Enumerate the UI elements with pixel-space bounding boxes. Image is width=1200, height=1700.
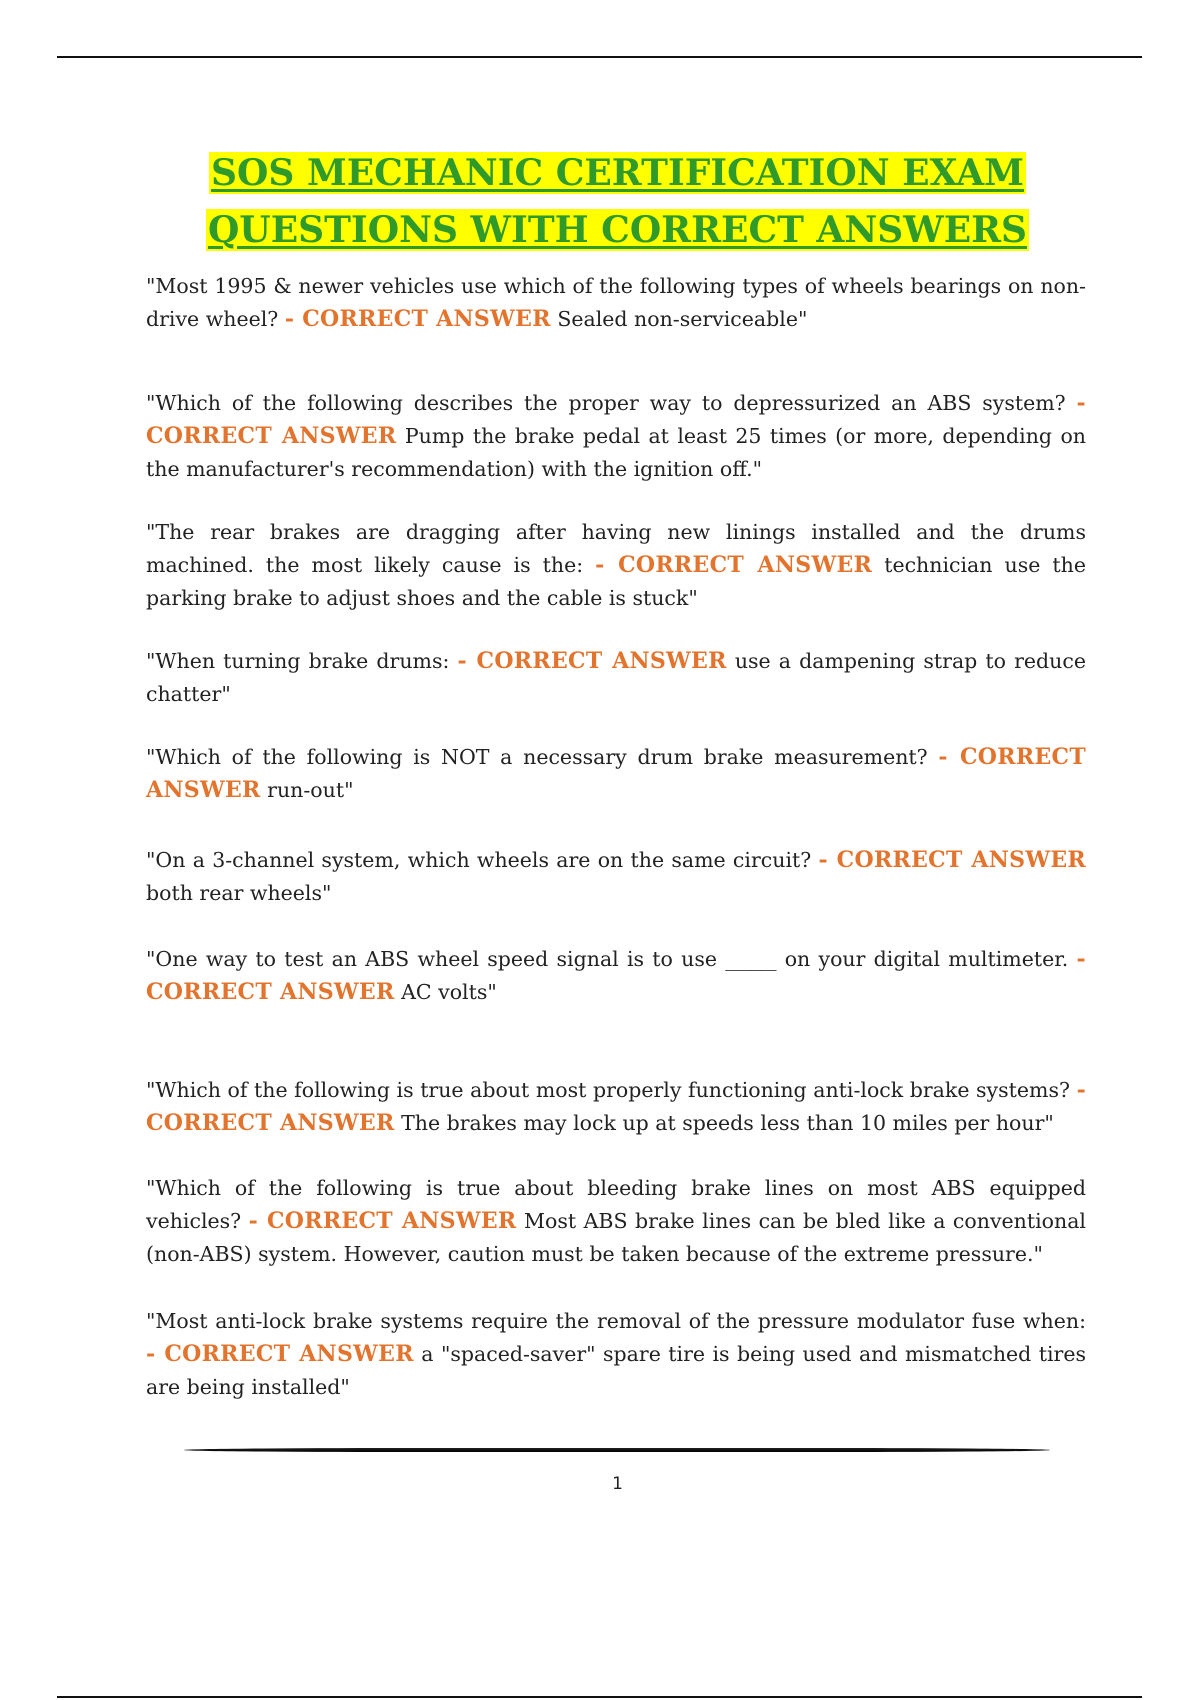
qa-item-10	[146, 1305, 1086, 1404]
qa-item-7	[146, 943, 1086, 1009]
qa-item-9	[146, 1172, 1086, 1271]
answer-text: run-out"	[267, 778, 354, 802]
correct-answer-marker: - CORRECT ANSWER	[284, 306, 551, 332]
top-divider	[57, 56, 1142, 58]
qa-item-5	[146, 741, 1086, 807]
answer-text: Sealed non-serviceable"	[557, 307, 808, 331]
correct-answer-marker: - CORRECT ANSWER	[146, 1077, 1086, 1136]
bottom-divider	[57, 1696, 1142, 1698]
qa-item-6	[146, 844, 1086, 910]
correct-answer-marker: - CORRECT ANSWER	[457, 648, 727, 674]
correct-answer-marker: - CORRECT ANSWER	[818, 847, 1086, 873]
question-text: "On a 3-channel system, which wheels are on the same circuit?	[146, 848, 812, 872]
question-text: "Most anti-lock brake systems require the removal of the pressure modulator fuse when:	[146, 1309, 1086, 1333]
page-title	[0, 145, 1200, 259]
question-text: "When turning brake drums:	[146, 649, 450, 673]
correct-answer-marker: - CORRECT ANSWER	[595, 552, 873, 578]
answer-text: use a dampening strap to reduce chatter"	[146, 649, 1086, 706]
answer-text: Most ABS brake lines can be bled like a conventional (non-ABS) system. However, caution must be taken because of the extreme pressure."	[146, 1209, 1086, 1266]
qa-item-2	[146, 387, 1086, 486]
qa-item-1	[146, 270, 1086, 336]
question-text: "Most 1995 & newer vehicles use which of the following types of wheels bearings on non-drive wheel?	[146, 274, 1086, 331]
title-line-2: QUESTIONS WITH CORRECT ANSWERS	[207, 209, 1028, 251]
question-text: "Which of the following is true about bleeding brake lines on most ABS equipped vehicles?	[146, 1176, 1086, 1233]
qa-item-4	[146, 645, 1086, 711]
correct-answer-marker: - CORRECT ANSWER	[146, 1341, 414, 1367]
question-text: "One way to test an ABS wheel speed signal is to use _____ on your digital multimeter.	[146, 947, 1069, 971]
answer-text: a "spaced-saver" spare tire is being used and mismatched tires are being installed"	[146, 1342, 1086, 1399]
correct-answer-marker: - CORRECT ANSWER	[248, 1208, 517, 1234]
question-text: "Which of the following is NOT a necessary drum brake measurement?	[146, 745, 928, 769]
answer-text: technician use the parking brake to adjust shoes and the cable is stuck"	[146, 553, 1086, 610]
footer-divider	[184, 1448, 1050, 1452]
question-text: "The rear brakes are dragging after having new linings installed and the drums machined. the most likely cause is the:	[146, 520, 1086, 577]
qa-item-3	[146, 516, 1086, 615]
page-number: 1	[612, 1474, 623, 1494]
title-line-1: SOS MECHANIC CERTIFICATION EXAM	[210, 152, 1025, 194]
correct-answer-marker: - CORRECT ANSWER	[146, 744, 1086, 803]
answer-text: Pump the brake pedal at least 25 times (or more, depending on the manufacturer's recommendation) with the ignition off."	[146, 424, 1086, 481]
question-text: "Which of the following describes the proper way to depressurized an ABS system?	[146, 391, 1066, 415]
answer-text: AC volts"	[401, 980, 497, 1004]
answer-text: The brakes may lock up at speeds less than 10 miles per hour"	[401, 1111, 1054, 1135]
answer-text: both rear wheels"	[146, 881, 332, 905]
correct-answer-marker: - CORRECT ANSWER	[146, 390, 1086, 449]
correct-answer-marker: - CORRECT ANSWER	[146, 946, 1086, 1005]
question-text: "Which of the following is true about most properly functioning anti-lock brake systems?	[146, 1078, 1070, 1102]
qa-item-8	[146, 1074, 1086, 1140]
